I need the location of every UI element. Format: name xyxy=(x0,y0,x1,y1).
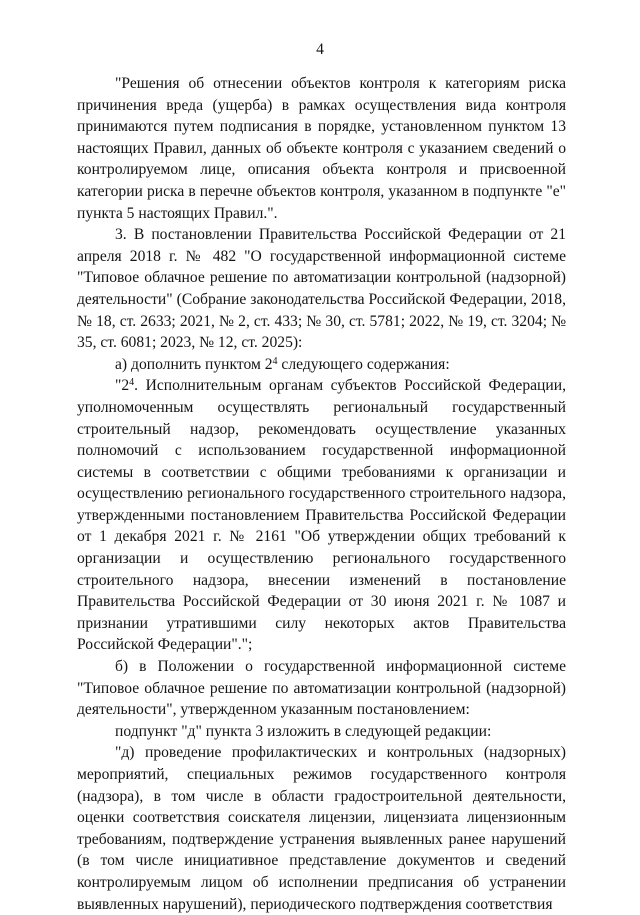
paragraph-subitem-d-intro: подпункт "д" пункта 3 изложить в следующей редакции: xyxy=(115,722,492,740)
paragraph-item-3a-text: а) дополнить пунктом 2 xyxy=(115,355,273,373)
paragraph-item-3a xyxy=(77,354,566,376)
paragraph-item-3a-text-end: следующего содержания: xyxy=(277,355,450,373)
paragraph-point-2-4-text: . Исполнительным органам субъектов Российской Федерации, уполномоченным осуществлять региональный государственный строительный надзор, рекомендовать осуществление указанных полномочий с использованием государственной информационной системы в соответствии с общими требованиями к организации и осуществлению регионального государственного строительного надзора, утвержденными постановлением Правительства Российской Федерации от 1 декабря 2021 г. № 2161 "Об утверждении общих требований к организации и осуществлению регионального государственного строительного надзора, внесении изменений в постановление Правительства Российской Федерации от 30 июня 2021 г. № 1087 и признании утратившими силу некоторых актов Правительства Российской Федерации"."; xyxy=(77,377,566,654)
paragraph-subitem-d-text: "д) проведение профилактических и контрольных (надзорных) мероприятий, специальных режимов государственного контроля (надзора), в том числе в области градостроительной деятельности, оценки соответствия соискателя лицензии, лицензиата лицензионным требованиям, подтверждение устранения выявленных ранее нарушений (в том числе инициативное представление документов и сведений контролируемым лицом об исполнении предписания об устранении выявленных нарушений), периодического подтверждения соответствия xyxy=(77,744,566,913)
paragraph-point-2-4 xyxy=(77,375,566,656)
paragraph-item-3b: б) в Положении о государственной информационной системе "Типовое облачное решение по автоматизации контрольной (надзорной) деятельности", утвержденном указанным постановлением: xyxy=(77,658,566,719)
page-number: 4 xyxy=(316,41,324,58)
document-body xyxy=(77,73,566,915)
superscript: 4 xyxy=(129,377,135,389)
paragraph-rules-quote: "Решения об отнесении объектов контроля к категориям риска причинения вреда (ущерба) в рамках осуществления вида контроля принимаются путем подписания в порядке, установленном пунктом 13 настоящих Правил, данных об объекте контроля с указанием сведений о контролируемом лице, описания объекта контроля и присвоенной категории риска в перечне объектов контроля, указанном в подпункте "е" пункта 5 настоящих Правил.". xyxy=(77,75,566,222)
paragraph-point-2-4-start: "2 xyxy=(115,377,130,395)
superscript: 4 xyxy=(272,355,278,367)
paragraph-item-3: 3. В постановлении Правительства Российской Федерации от 21 апреля 2018 г. № 482 "О государственной информационной системе "Типовое облачное решение по автоматизации контрольной (надзорной) деятельности" (Собрание законодательства Российской Федерации, 2018, № 18, ст. 2633; 2021, № 2, ст. 433; № 30, ст. 5781; 2022, № 19, ст. 3204; № 35, ст. 6081; 2023, № 12, ст. 2025): xyxy=(77,226,566,352)
